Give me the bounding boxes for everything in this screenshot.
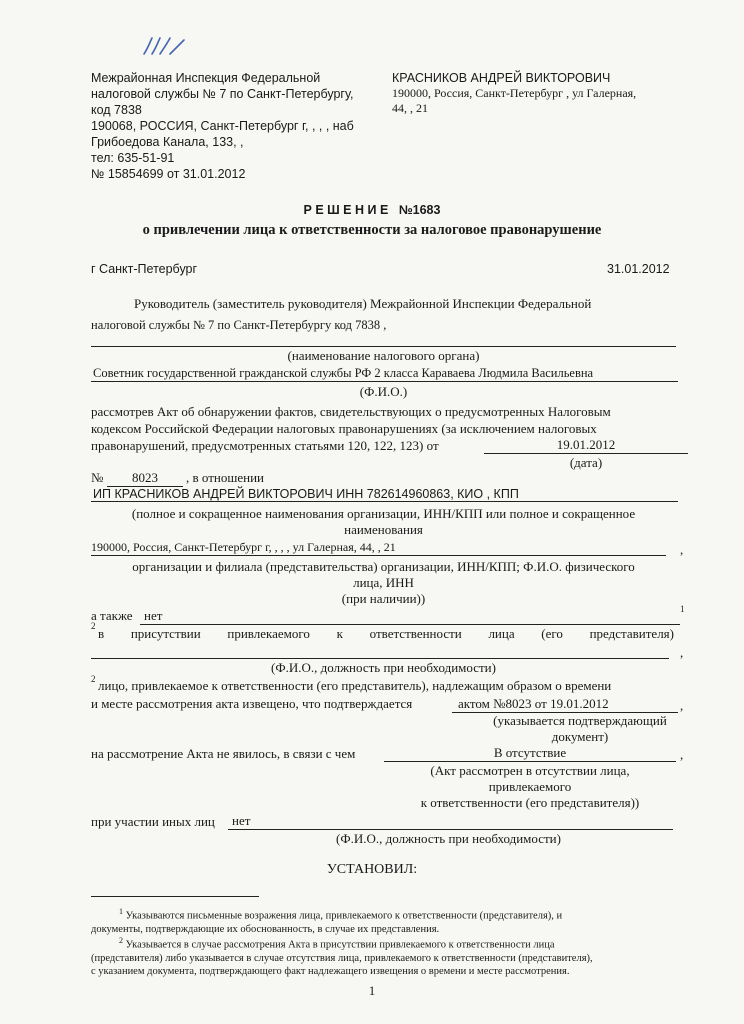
label-org: наименования	[344, 522, 423, 537]
decision-heading: Р Е Ш Е Н И Е №1683	[303, 203, 441, 217]
sender-doc-ref: № 15854699 от 31.01.2012	[91, 167, 246, 181]
handwritten-mark	[140, 34, 188, 60]
sender-line: Межрайонная Инспекция Федеральной	[91, 71, 321, 85]
body-text: Руководитель (заместитель руководителя) Межрайонной Инспекции Федеральной	[134, 296, 592, 311]
label-absent: (Акт рассмотрен в отсутствии лица,	[430, 763, 630, 778]
footnote-ref: 2	[91, 674, 96, 684]
footnote-separator	[91, 896, 259, 897]
body-text: , в отношении	[186, 470, 265, 485]
recipient-name: КРАСНИКОВ АНДРЕЙ ВИКТОРОВИЧ	[392, 71, 611, 85]
recipient-address: 44, , 21	[392, 101, 428, 115]
no-label: №	[91, 470, 104, 485]
taxpayer-name: ИП КРАСНИКОВ АНДРЕЙ ВИКТОРОВИЧ ИНН 782614960863, КИО , КПП	[91, 487, 678, 502]
presence-line: в присутствии привлекаемого к ответственности лица (его представителя)	[98, 626, 674, 641]
footnote-1: $^1$ Указываются письменные возражения лица, привлекаемого к ответственности (представителя), и документы, подтверждающие их обоснованность, в случае их представления.	[91, 907, 563, 935]
recipient-block	[392, 70, 636, 116]
label-date: (дата)	[569, 455, 603, 470]
others-value: нет	[228, 813, 673, 830]
decision-subtitle: о привлечении лица к ответственности за налоговое правонарушение	[142, 222, 602, 238]
body-text: на рассмотрение Акта не явилось, в связи с чем	[91, 746, 356, 761]
sender-phone: тел: 635-51-91	[91, 151, 175, 165]
label-authority: (наименование налогового органа)	[287, 348, 480, 363]
sender-line: 190068, РОССИЯ, Санкт-Петербург г, , , , наб	[91, 119, 354, 133]
decision-date: 31.01.2012	[607, 262, 670, 276]
label-absent: к ответственности (его представителя))	[420, 795, 640, 810]
official-name: Советник государственной гражданской службы РФ 2 класса Караваева Людмила Васильевна	[91, 366, 678, 382]
label-fio-position: (Ф.И.О., должность при необходимости)	[271, 660, 496, 675]
sender-line: налоговой службы № 7 по Санкт-Петербургу,	[91, 87, 354, 101]
label-document: документ)	[551, 729, 609, 744]
comma: ,	[680, 645, 684, 660]
body-text: и месте рассмотрения акта извещено, что подтверждается	[91, 696, 413, 711]
body-text: правонарушений, предусмотренных статьями 120, 122, 123) от	[91, 438, 439, 453]
label-fio: (Ф.И.О.)	[359, 384, 408, 399]
comma: ,	[680, 698, 684, 713]
body-text: лицо, привлекаемое к ответственности (его представитель), надлежащим образом о времени	[98, 678, 612, 693]
also-value: нет	[140, 608, 680, 625]
comma: ,	[680, 747, 684, 762]
label-org: (при наличии))	[341, 591, 426, 606]
body-text: рассмотрев Акт об обнаружении фактов, свидетельствующих о предусмотренных Налоговым	[91, 404, 611, 419]
footnote-ref: 1	[680, 604, 685, 614]
label-org: (полное и сокращенное наименования организации, ИНН/КПП или полное и сокращенное	[131, 506, 636, 521]
body-text: кодексом Российской Федерации налоговых правонарушениях (за исключением налоговых	[91, 421, 597, 436]
footnote-2: $^2$ Указывается в случае рассмотрения Акта в присутствии привлекаемого к ответственности лица (представителя) либо указывается в случае отсутствия лица, привлекаемого к ответственности (представителя), с указанием документа, подтверждающего факт надлежащего извещения о времени и месте рассмотрения.	[91, 936, 593, 977]
others-label: при участии иных лиц	[91, 814, 215, 829]
footnote-ref: 2	[91, 621, 96, 631]
recipient-address: 190000, Россия, Санкт-Петербург , ул Галерная,	[392, 86, 637, 100]
taxpayer-address: 190000, Россия, Санкт-Петербург г, , , , ул Галерная, 44, , 21	[91, 540, 666, 556]
underline	[91, 658, 669, 659]
underline	[91, 346, 676, 347]
page-number: 1	[368, 983, 376, 998]
absent-reason: В отсутствие	[384, 745, 676, 762]
act-number: 8023	[107, 470, 183, 487]
place: г Санкт-Петербург	[91, 262, 198, 276]
label-absent: привлекаемого	[488, 779, 572, 794]
label-document: (указывается подтверждающий	[493, 713, 667, 728]
act-date: 19.01.2012	[484, 437, 688, 454]
notified-document: актом №8023 от 19.01.2012	[452, 696, 678, 713]
sender-line: код 7838	[91, 103, 142, 117]
sender-line: Грибоедова Канала, 133, ,	[91, 135, 244, 149]
label-others: (Ф.И.О., должность при необходимости)	[336, 831, 561, 846]
also-label: а также	[91, 608, 133, 623]
label-org: организации и филиала (представительства) организации, ИНН/КПП; Ф.И.О. физического	[132, 559, 635, 574]
label-org: лица, ИНН	[353, 575, 414, 590]
body-text: налоговой службы № 7 по Санкт-Петербургу код 7838 ,	[91, 318, 387, 332]
sender-block	[91, 70, 354, 182]
comma: ,	[680, 542, 684, 557]
established-heading: УСТАНОВИЛ:	[326, 862, 418, 877]
